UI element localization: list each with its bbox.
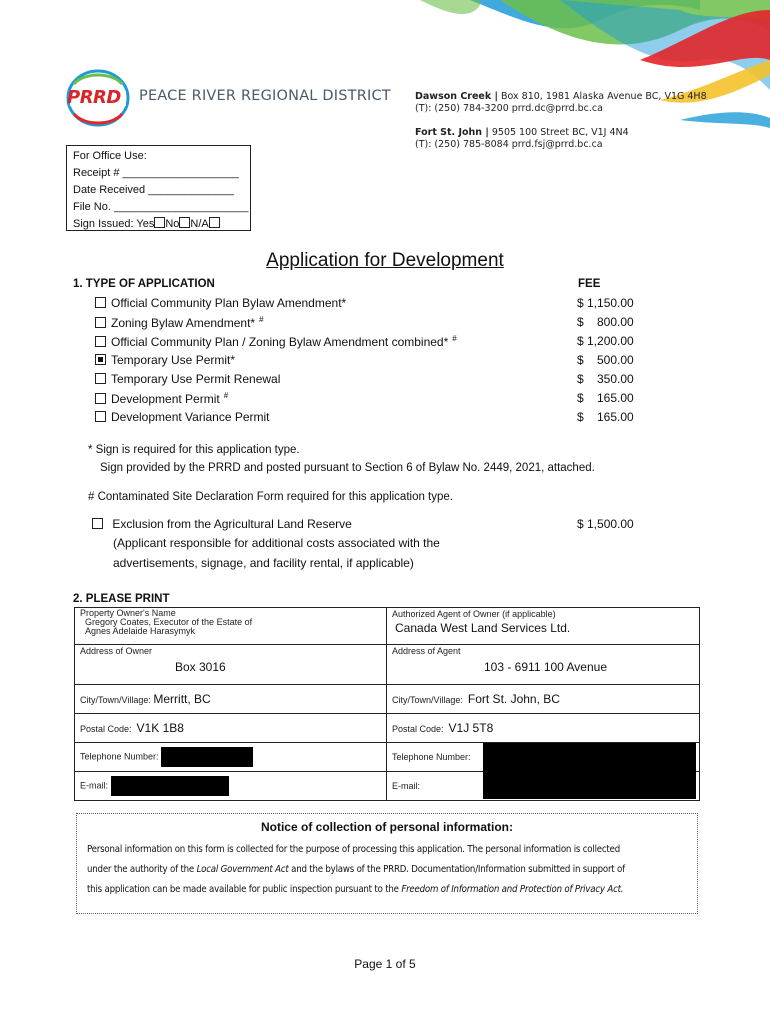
agent-postal-label: Postal Code: (392, 724, 444, 734)
application-fee: $ 500.00 (577, 353, 634, 367)
agent-phone-redacted[interactable] (483, 743, 696, 799)
contaminated-site-note: # Contaminated Site Declaration Form required for this application type. (88, 491, 453, 503)
agent-city-label: City/Town/Village: (392, 695, 463, 705)
notice-line2-text-a: under the authority of the (87, 864, 197, 875)
section2-heading: 2. PLEASE PRINT (73, 593, 170, 605)
agent-name-label: Authorized Agent of Owner (if applicable) (392, 609, 556, 619)
application-fee: $ 350.00 (577, 372, 634, 386)
dawson-creek-label: Dawson Creek | (415, 91, 498, 102)
application-type-item (95, 315, 264, 330)
alr-exclusion-fee: $ 1,500.00 (577, 517, 634, 531)
owner-email-label: E-mail: (80, 780, 109, 791)
receipt-field[interactable]: Receipt # ___________________ (73, 167, 239, 179)
owner-name-line2[interactable]: Agnes Adelaide Harasymyk (85, 626, 196, 636)
sign-issued-row (73, 216, 250, 233)
sign-na-checkbox[interactable] (209, 217, 220, 228)
sign-issued-label: Sign Issued: Yes (73, 218, 155, 230)
owner-postal-label: Postal Code: (80, 724, 132, 734)
application-fee: $ 800.00 (577, 315, 634, 329)
application-fee: $ 1,200.00 (577, 334, 634, 348)
owner-address-field[interactable]: Box 3016 (175, 660, 226, 674)
application-type-label: Development Variance Permit (111, 410, 270, 424)
application-type-label: Official Community Plan / Zoning Bylaw Amendment combined* (111, 335, 449, 349)
file-no-field[interactable]: File No. ______________________ (73, 201, 249, 213)
application-type-item (95, 296, 346, 310)
alr-exclusion-row (92, 517, 352, 531)
application-type-label: Official Community Plan Bylaw Amendment* (111, 296, 347, 310)
fort-st-john-label: Fort St. John | (415, 127, 489, 138)
fee-heading: FEE (578, 278, 601, 290)
office-use-box (66, 145, 251, 231)
alr-note-2: advertisements, signage, and facility rental, if applicable) (113, 556, 414, 570)
owner-name-line1[interactable]: Gregory Coates, Executor of the Estate of (85, 617, 253, 627)
application-fee: $ 1,150.00 (577, 296, 634, 310)
fort-st-john-address: 9505 100 Street BC, V1J 4N4 (488, 127, 629, 138)
org-name: PEACE RIVER REGIONAL DISTRICT (139, 88, 391, 104)
contaminated-site-marker: # (259, 315, 264, 324)
sign-no-checkbox[interactable] (179, 217, 190, 228)
application-type-label: Temporary Use Permit Renewal (111, 372, 281, 386)
application-type-label: Zoning Bylaw Amendment* (111, 316, 256, 330)
application-type-item (95, 334, 457, 349)
application-type-item (95, 372, 280, 386)
fort-st-john-contact (415, 127, 629, 151)
alr-exclusion-checkbox[interactable] (92, 518, 103, 529)
foippa-act: Freedom of Information and Protection of Privacy Act. (401, 884, 624, 895)
applicant-info-table (74, 607, 700, 801)
application-type-checkbox[interactable] (95, 336, 106, 347)
agent-address-field[interactable]: 103 - 6911 100 Avenue (484, 660, 607, 674)
owner-phone-label: Telephone Number: (80, 751, 159, 762)
application-fee: $ 165.00 (577, 391, 634, 405)
sign-yes-checkbox[interactable] (154, 217, 165, 228)
owner-city-field[interactable]: Merritt, BC (153, 692, 211, 706)
privacy-notice-title: Notice of collection of personal information: (260, 820, 513, 834)
privacy-notice-box (76, 813, 698, 914)
fort-st-john-phone: (T): (250) 785-8084 prrd.fsj@prrd.bc.ca (415, 139, 603, 150)
owner-name-label: Property Owner's Name (80, 608, 176, 618)
privacy-notice-body (87, 840, 687, 900)
agent-address-label: Address of Agent (392, 646, 461, 656)
application-type-checkbox[interactable] (95, 297, 106, 308)
agent-phone-label: Telephone Number: (392, 752, 471, 762)
owner-phone-redacted[interactable] (161, 747, 253, 767)
application-type-item (95, 410, 270, 424)
contaminated-site-marker: # (452, 334, 457, 343)
dawson-creek-phone: (T): (250) 784-3200 prrd.dc@prrd.bc.ca (415, 103, 603, 114)
application-type-checkbox[interactable] (95, 373, 106, 384)
agent-postal-field[interactable]: V1J 5T8 (448, 721, 494, 735)
application-type-checkbox[interactable] (95, 354, 106, 365)
date-received-field[interactable]: Date Received ______________ (73, 184, 234, 196)
application-type-checkbox[interactable] (95, 393, 106, 404)
dawson-creek-contact (415, 91, 707, 115)
prrd-logo (64, 68, 132, 128)
local-government-act: Local Government Act (196, 864, 289, 875)
application-type-checkbox[interactable] (95, 411, 106, 422)
sign-na-label: N/A (190, 218, 209, 230)
owner-postal-field[interactable]: V1K 1B8 (136, 721, 184, 735)
notice-line2-text-b: and the bylaws of the PRRD. Documentation/Information submitted in support of (288, 864, 625, 875)
form-title: Application for Development (266, 250, 504, 271)
office-use-title: For Office Use: (73, 150, 147, 162)
application-type-label: Temporary Use Permit* (111, 353, 236, 367)
privacy-notice-line3 (87, 880, 687, 900)
section1-heading: 1. TYPE OF APPLICATION (73, 278, 215, 290)
application-fee: $ 165.00 (577, 410, 634, 424)
application-type-label: Development Permit (111, 392, 220, 406)
owner-address-label: Address of Owner (80, 646, 153, 656)
owner-email-redacted[interactable] (111, 776, 229, 796)
privacy-notice-line1: Personal information on this form is collected for the purpose of processing this application. The personal information is collected (87, 844, 621, 855)
privacy-notice-line2 (87, 860, 687, 880)
page-number: Page 1 of 5 (354, 957, 416, 971)
application-type-item (95, 391, 228, 406)
contaminated-site-marker: # (223, 391, 229, 400)
logo-abbr: PRRD (67, 87, 121, 108)
owner-city-label: City/Town/Village: (80, 695, 151, 705)
sign-no-label: No (165, 218, 180, 230)
application-type-item (95, 353, 235, 367)
alr-exclusion-label: Exclusion from the Agricultural Land Reserve (112, 517, 352, 531)
sign-note-1: * Sign is required for this application type. (88, 444, 300, 456)
application-type-checkbox[interactable] (95, 317, 106, 328)
alr-note-1: (Applicant responsible for additional costs associated with the (113, 536, 440, 550)
dawson-creek-address: Box 810, 1981 Alaska Avenue BC, V1G 4H8 (497, 91, 707, 102)
notice-line3-text-a: this application can be made available for public inspection pursuant to the (87, 884, 402, 895)
agent-email-label: E-mail: (392, 781, 421, 791)
sign-note-2: Sign provided by the PRRD and posted pursuant to Section 6 of Bylaw No. 2449, 2021, attached. (100, 462, 595, 474)
agent-city-field[interactable]: Fort St. John, BC (467, 692, 560, 706)
agent-name-field[interactable]: Canada West Land Services Ltd. (395, 621, 571, 635)
